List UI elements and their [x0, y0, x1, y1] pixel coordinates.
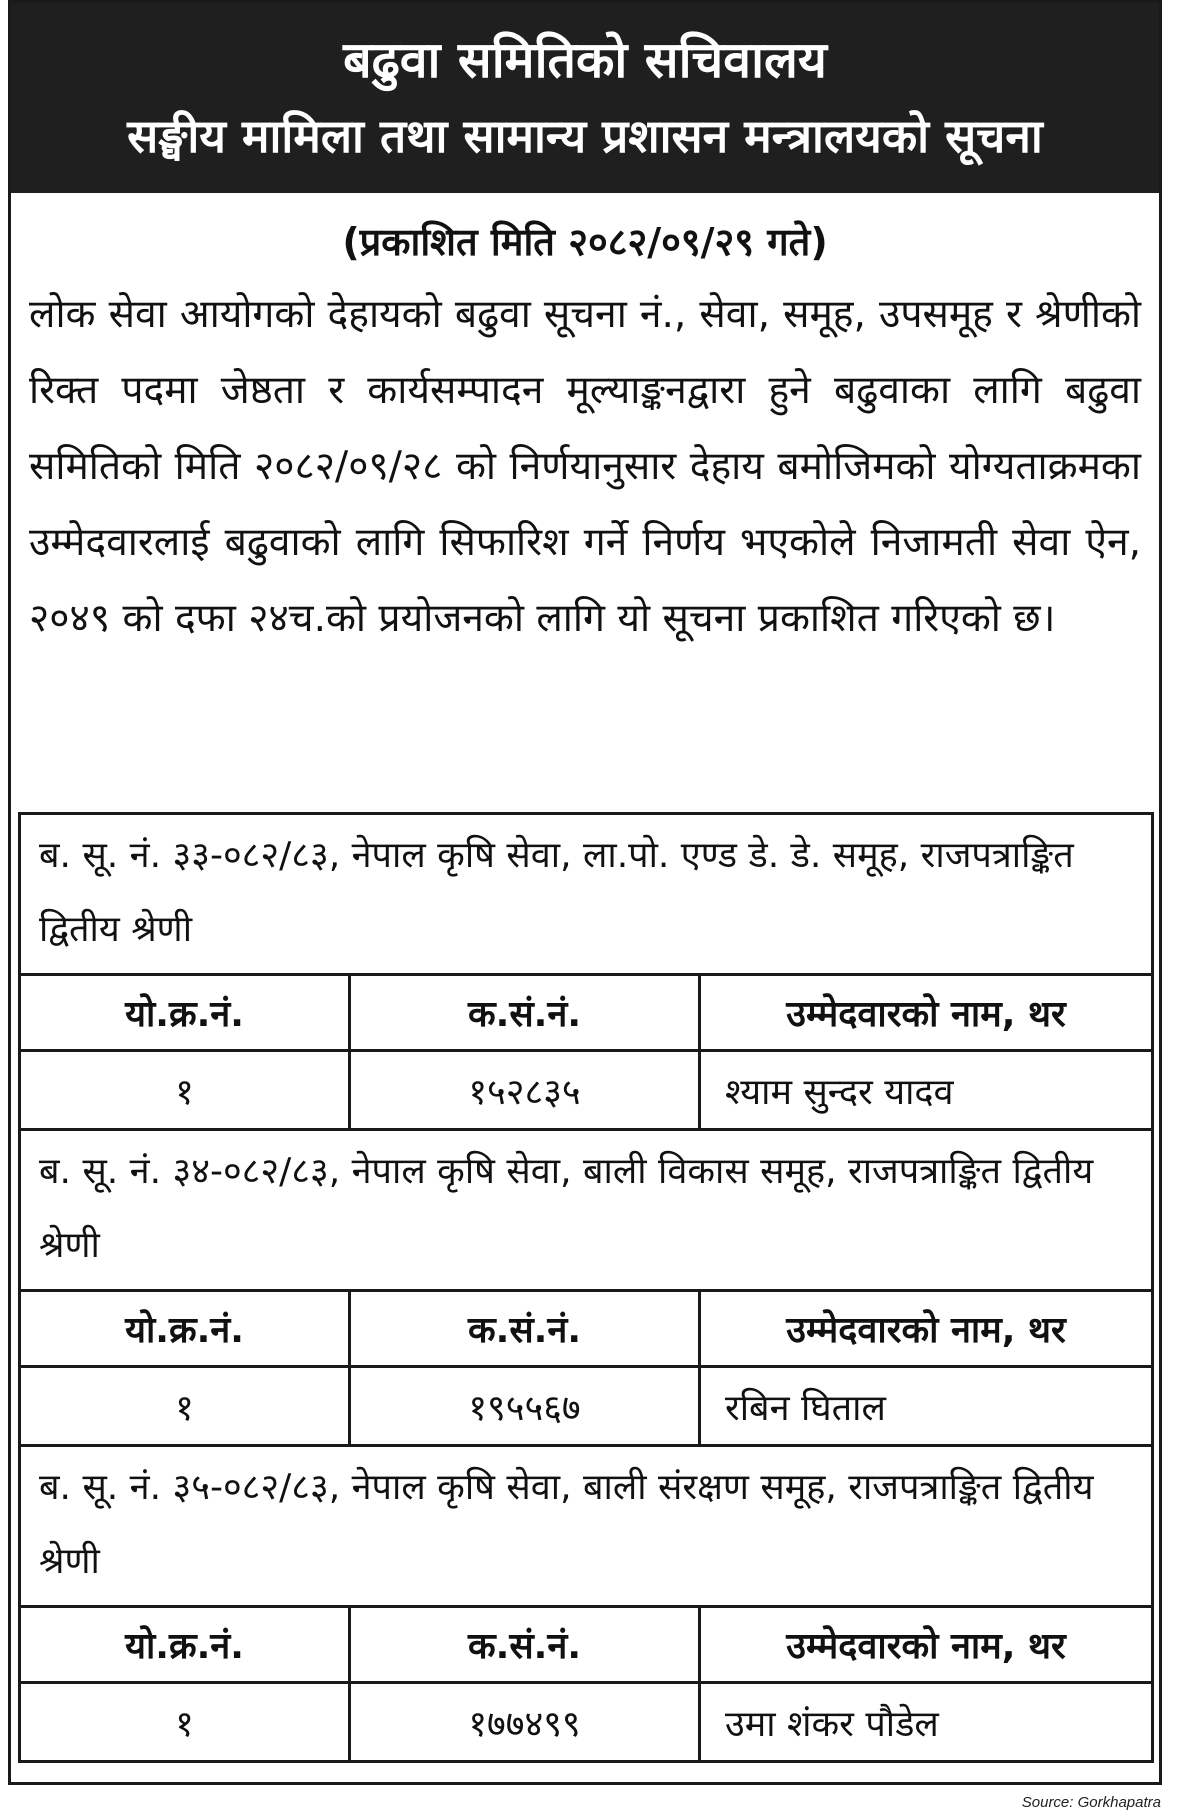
- column-header-merit-no: यो.क्र.नं.: [21, 1608, 351, 1684]
- column-header-merit-no: यो.क्र.नं.: [21, 976, 351, 1052]
- merit-no-cell: १: [21, 1368, 351, 1444]
- column-header-roll-no: क.सं.नं.: [351, 976, 701, 1052]
- group-title: ब. सू. नं. ३४-०८२/८३, नेपाल कृषि सेवा, बाली विकास समूह, राजपत्राङ्कित द्वितीय श्रेणी: [21, 1131, 1151, 1292]
- group-title: ब. सू. नं. ३३-०८२/८३, नेपाल कृषि सेवा, ला.पो. एण्ड डे. डे. समूह, राजपत्राङ्कित द्वितीय श्रेणी: [21, 815, 1151, 976]
- column-header-merit-no: यो.क्र.नं.: [21, 1292, 351, 1368]
- column-header-candidate-name: उम्मेदवारको नाम, थर: [701, 1292, 1151, 1368]
- header-ministry-title: सङ्घीय मामिला तथा सामान्य प्रशासन मन्त्रालयको सूचना: [127, 109, 1043, 163]
- column-header-roll-no: क.सं.नं.: [351, 1292, 701, 1368]
- roll-no-cell: १९५५६७: [351, 1368, 701, 1444]
- roll-no-cell: १५२८३५: [351, 1052, 701, 1128]
- candidate-table: [21, 976, 1151, 1131]
- merit-no-cell: १: [21, 1684, 351, 1760]
- group-title: ब. सू. नं. ३५-०८२/८३, नेपाल कृषि सेवा, बाली संरक्षण समूह, राजपत्राङ्कित द्वितीय श्रेणी: [21, 1447, 1151, 1608]
- header-secretariat-title: बढुवा समितिको सचिवालय: [343, 31, 827, 89]
- column-header-candidate-name: उम्मेदवारको नाम, थर: [701, 976, 1151, 1052]
- source-credit: Source: Gorkhapatra: [1021, 1794, 1161, 1811]
- candidate-table: [21, 1608, 1151, 1760]
- notice-header: [11, 3, 1159, 193]
- candidate-table: [21, 1292, 1151, 1447]
- candidate-name-cell: श्याम सुन्दर यादव: [725, 1071, 954, 1113]
- column-header-roll-no: क.सं.नं.: [351, 1608, 701, 1684]
- notice-body-text: लोक सेवा आयोगको देहायको बढुवा सूचना नं., सेवा, समूह, उपसमूह र श्रेणीको रिक्त पदमा जेष्ठता र कार्यसम्पादन मूल्याङ्कनद्वारा हुने बढुवाका लागि बढुवा समितिको मिति २०८२/०९/२८ को निर्णयानुसार देहाय बमोजिमको योग्यताक्रमका उम्मेदवारलाई बढुवाको लागि सिफारिश गर्ने निर्णय भएकोले निजामती सेवा ऐन, २०४९ को दफा २४च.को प्रयोजनको लागि यो सूचना प्रकाशित गरिएको छ।: [29, 292, 1141, 641]
- roll-no-cell: १७७४९९: [351, 1684, 701, 1760]
- published-date: (प्रकाशित मिति २०८२/०९/२९ गते): [342, 220, 828, 264]
- candidate-name-cell: उमा शंकर पौडेल: [725, 1703, 939, 1745]
- column-header-candidate-name: उम्मेदवारको नाम, थर: [701, 1608, 1151, 1684]
- promotion-tables: [18, 812, 1154, 1763]
- merit-no-cell: १: [21, 1052, 351, 1128]
- candidate-name-cell: रबिन घिताल: [725, 1387, 886, 1429]
